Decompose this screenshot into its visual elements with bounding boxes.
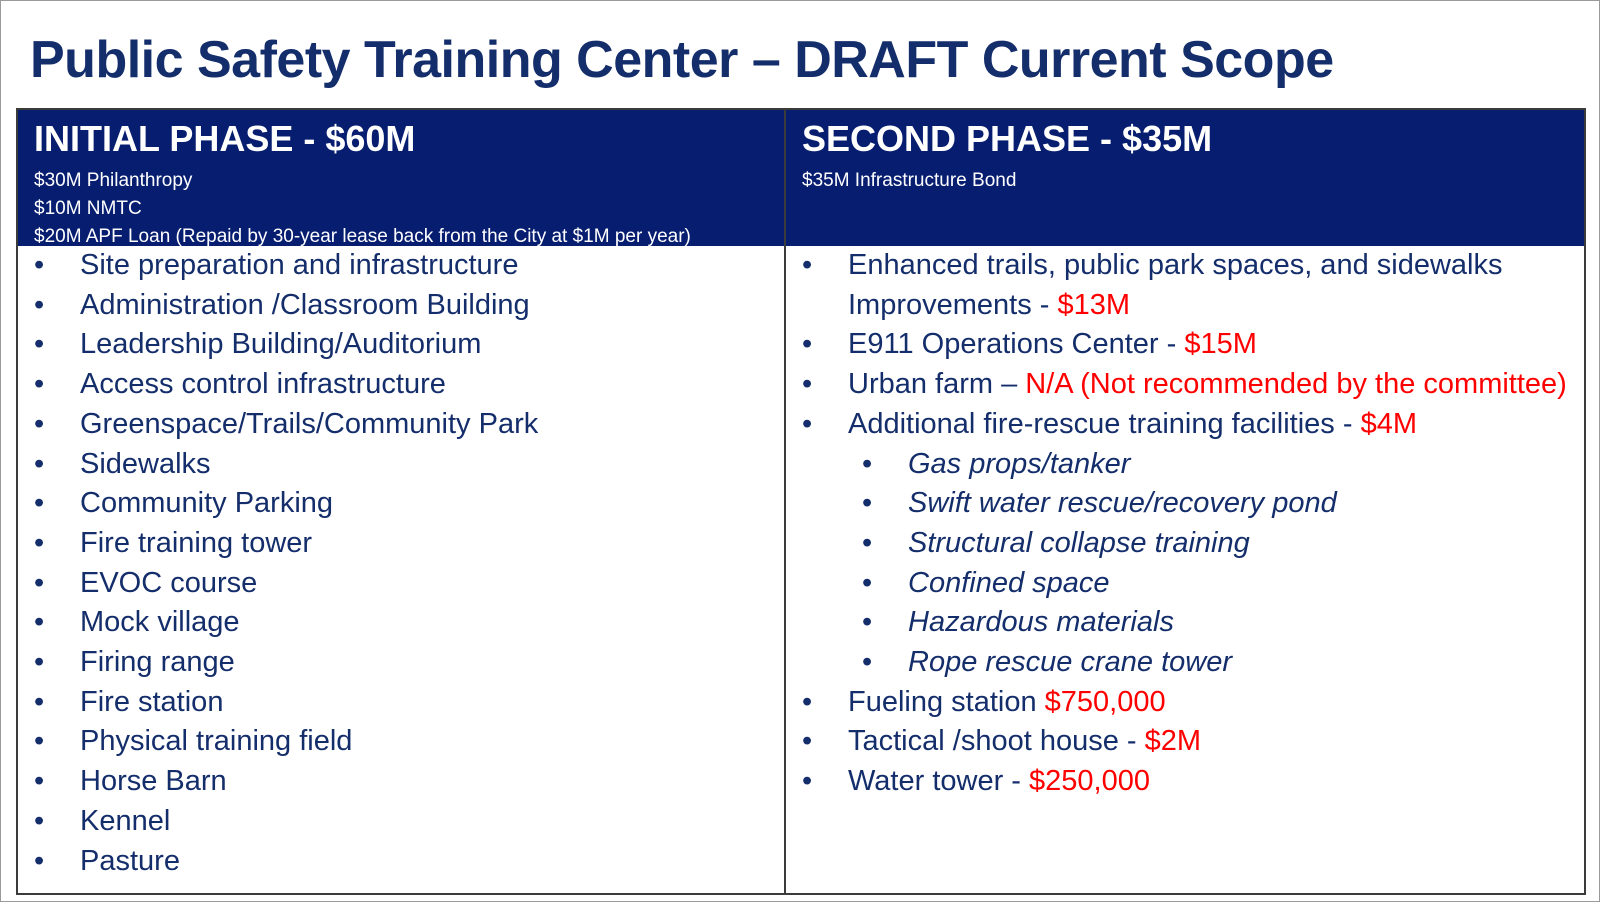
cost-value: $250,000 (1029, 765, 1150, 798)
cost-value: $4M (1360, 407, 1417, 440)
list-item: • Sidewalks (18, 445, 784, 485)
sub-list-item: • Hazardous materials (786, 603, 1584, 643)
second-phase-heading: SECOND PHASE - $35M (802, 118, 1213, 159)
funding-line: $10M NMTC (34, 198, 142, 219)
list-item (786, 762, 1584, 802)
list-item: • EVOC course (18, 564, 784, 604)
item-text: Tactical /shoot house - (848, 725, 1145, 758)
item-text: Additional fire-rescue training facilities - (848, 407, 1361, 440)
list-item (786, 683, 1584, 723)
item-text: Urban farm – (848, 368, 1026, 401)
list-item: • Horse Barn (18, 762, 784, 802)
sub-list-item: • Confined space (786, 564, 1584, 604)
list-item: • Firing range (18, 643, 784, 683)
initial-phase-column (18, 110, 786, 893)
funding-line: $30M Philanthropy (34, 170, 193, 191)
list-item: • Access control infrastructure (18, 365, 784, 405)
list-item: • Mock village (18, 603, 784, 643)
scope-table (16, 108, 1586, 895)
item-text: Fueling station (848, 685, 1045, 718)
list-item (786, 365, 1584, 405)
sub-list-item: • Structural collapse training (786, 524, 1584, 564)
list-item: • Site preparation and infrastructure (18, 246, 784, 286)
initial-phase-list (18, 246, 784, 881)
item-text: E911 Operations Center - (848, 328, 1185, 361)
cost-value: N/A (Not recommended by the committee) (1025, 368, 1567, 401)
cost-value: $15M (1184, 328, 1257, 361)
second-phase-header (786, 110, 1584, 246)
item-text: Enhanced trails, public park spaces, and sidewalks Improvements - (848, 249, 1503, 321)
sub-list-item: • Swift water rescue/recovery pond (786, 484, 1584, 524)
cost-value: $750,000 (1044, 685, 1166, 718)
list-item: • Leadership Building/Auditorium (18, 325, 784, 365)
list-item: • Community Parking (18, 484, 784, 524)
list-item: • Pasture (18, 842, 784, 882)
list-item: • Greenspace/Trails/Community Park (18, 405, 784, 445)
second-phase-column (786, 110, 1584, 893)
initial-phase-heading: INITIAL PHASE - $60M (34, 118, 416, 159)
item-text: Water tower - (848, 765, 1030, 798)
list-item: • Kennel (18, 802, 784, 842)
list-item: • Physical training field (18, 722, 784, 762)
initial-phase-header (18, 110, 784, 246)
funding-line: $20M APF Loan (Repaid by 30-year lease back from the City at $1M per year) (34, 226, 691, 247)
second-phase-list (786, 246, 1584, 802)
list-item (786, 325, 1584, 365)
sub-list-item: • Rope rescue crane tower (786, 643, 1584, 683)
list-item: • Fire station (18, 683, 784, 723)
list-item (786, 405, 1584, 445)
list-item: • Fire training tower (18, 524, 784, 564)
list-item (786, 246, 1584, 325)
funding-line: $35M Infrastructure Bond (802, 170, 1017, 191)
slide-title: Public Safety Training Center – DRAFT Current Scope (30, 31, 1334, 89)
cost-value: $2M (1144, 725, 1202, 758)
list-item (786, 722, 1584, 762)
cost-value: $13M (1057, 288, 1131, 321)
list-item: • Administration /Classroom Building (18, 286, 784, 326)
sub-list-item: • Gas props/tanker (786, 445, 1584, 485)
